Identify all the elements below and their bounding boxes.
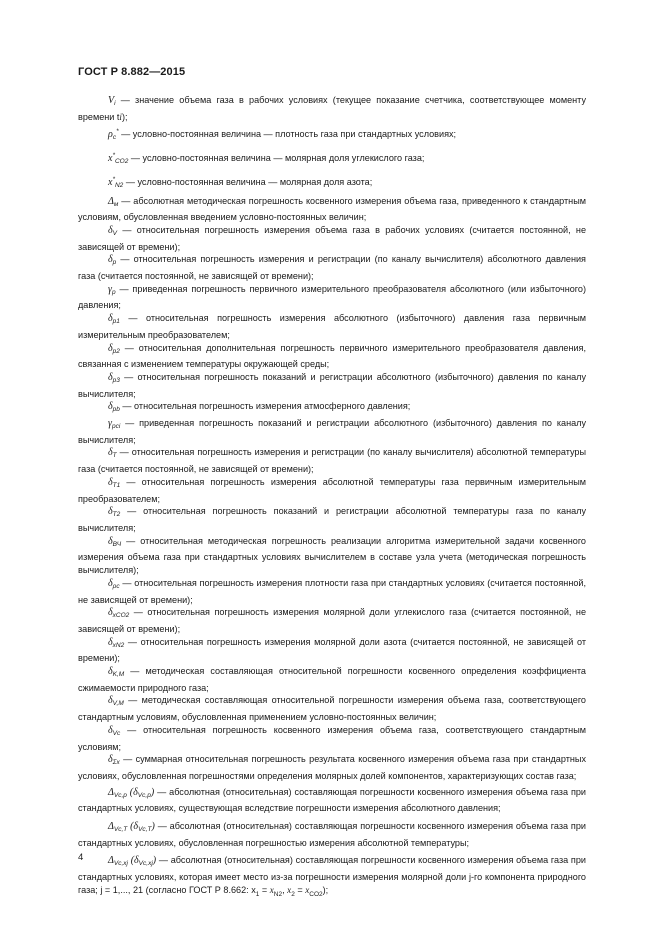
definition-delta-vc-p: $\Delta_{Vc,p}$ $(\delta_{Vc,p})$ — абсолютная (относительная) составляющая погрешности косвенного измерения объема газа при стандартных условиях, существующая вследствие погрешности измерения абсолютного давления; bbox=[78, 786, 587, 814]
page-header: ГОСТ Р 8.882—2015 bbox=[78, 66, 186, 78]
definition-x-n2: $x^*_{N2}$ — условно-постоянная величина — молярная доля азота; bbox=[108, 175, 373, 189]
definition-delta-p1: $\delta_{p1}$ — относительная погрешность измерения абсолютного (избыточного) давления газа первичным измерительным преобразователем; bbox=[78, 313, 587, 340]
definition-delta-km: $\delta_{K,M}$ — методическая составляющая относительной погрешности косвенного определения коэффициента сжимаемости природного газа; bbox=[78, 666, 586, 693]
definition-delta-rho-c: $\delta_{\rho с}$ — относительная погрешность измерения плотности газа при стандартных условиях (считается постоянной, не зависящей от времени); bbox=[78, 577, 587, 605]
definition-delta-p: $\delta_p$ — относительная погрешность измерения и регистрации (по каналу вычислителя) абсолютного давления газа (считается постоянной, не зависящей от времени); bbox=[78, 254, 586, 282]
definition-delta-t1: $\delta_{T1}$ — относительная погрешность измерения абсолютной температуры газа первичным измерительным преобразователем; bbox=[78, 476, 587, 504]
definition-delta-v: $\delta_V$ — относительная погрешность измерения объема газа в рабочих условиях (считается постоянной, не зависящей от времени); bbox=[78, 224, 587, 252]
definition-rho-c: $\rho_с^*$ — условно-постоянная величина — плотность газа при стандартных условиях; bbox=[108, 128, 457, 142]
definition-delta-t2: $\delta_{T2}$ — относительная погрешность показаний и регистрации абсолютной температуры газа по каналу вычислителя; bbox=[78, 506, 586, 533]
definition-delta-vc-t: $\Delta_{Vc,T}$ $(\delta_{Vc,T})$ — абсолютная (относительная) составляющая погрешности косвенного измерения объема газа при стандартных условиях, обусловленная погрешностью измерения абсолютной температуры; bbox=[78, 821, 586, 848]
definition-delta-x-n2: $\delta_{xN2}$ — относительная погрешность измерения молярной доли азота (считается постоянной, не зависящей от времени); bbox=[78, 636, 586, 664]
definition-delta-vm: $\delta_{V,M}$ — методическая составляющая относительной погрешности измерения объема газа, соответствующего стандартным условиям, обусловленная применением условно-постоянных величин; bbox=[78, 695, 586, 723]
symbol-definitions bbox=[78, 94, 586, 903]
definition-vi: $V_i$ — значение объема газа в рабочих условиях (текущее показание счетчика, соответствующее моменту времени ti); bbox=[78, 95, 586, 122]
definition-x-co2: $x^*_{CO2}$ — условно-постоянная величина — молярная доля углекислого газа; bbox=[108, 152, 425, 166]
definition-delta-vc: $\delta_{Vc}$ — относительная погрешность косвенного измерения объема газа, соответствующего стандартным условиям; bbox=[78, 724, 586, 752]
definition-delta-p2: $\delta_{p2}$ — относительная дополнительная погрешность первичного измерительного преобразователя давления, связанная с изменением температуры окружающей среды; bbox=[78, 342, 587, 370]
definition-delta-p3: $\delta_{p3}$ — относительная погрешность показаний и регистрации абсолютного (избыточного) давления по каналу вычислителя; bbox=[78, 371, 587, 399]
definition-delta-vch: $\delta_{ВЧ}$ — относительная методическая погрешность реализации алгоритма измерительной задачи косвенного измерения объема газа при стандартных условиях вычислителем в составе узла учета (методическая погрешность вычислителя); bbox=[78, 535, 586, 576]
definition-delta-vc-xj: $\Delta_{Vc,xj}$ $(\delta_{Vc,xj})$ — абсолютная (относительная) составляющая погрешности косвенного измерения объема газа при стандартных условиях, которая имеет место из-за погрешности измерения молярной доли j-го компонента природного газа; j = 1,..., 21 (согласно ГОСТ Р 8.662: $x_1 = x_{N2}$, $x_2 = x_{CO2}$); bbox=[78, 855, 586, 898]
definition-delta-x-co2: $\delta_{xCO2}$ — относительная погрешность измерения молярной доли углекислого газа (считается постоянной, не зависящей от времени); bbox=[78, 607, 587, 634]
definition-delta-sx: $\delta_{\Sigma x}$ — суммарная относительная погрешность результата косвенного измерения объема газа при стандартных условиях, обусловленная погрешностями определения молярных долей компонентов, характеризующих состав газа; bbox=[78, 754, 586, 781]
page-number: 4 bbox=[78, 852, 84, 863]
definition-delta-t: $\delta_T$ — относительная погрешность измерения и регистрации (по каналу вычислителя) абсолютной температуры газа (считается постоянной, не зависящей от времени); bbox=[78, 447, 587, 475]
definition-delta-pb: $\delta_{pb}$ — относительная погрешность измерения атмосферного давления; bbox=[108, 401, 411, 414]
definition-gamma-pci: $\gamma_{pci}$ — приведенная погрешность показаний и регистрации абсолютного (избыточного) давления по каналу вычислителя; bbox=[78, 418, 586, 445]
definition-delta-m: $\Delta_м$ — абсолютная методическая погрешность косвенного измерения объема газа, приведенного к стандартным условиям, обусловленная введением условно-постоянных величин; bbox=[78, 195, 586, 223]
definition-gamma-p: $\gamma_p$ — приведенная погрешность первичного измерительного преобразователя абсолютного (или избыточного) давления; bbox=[78, 283, 586, 311]
